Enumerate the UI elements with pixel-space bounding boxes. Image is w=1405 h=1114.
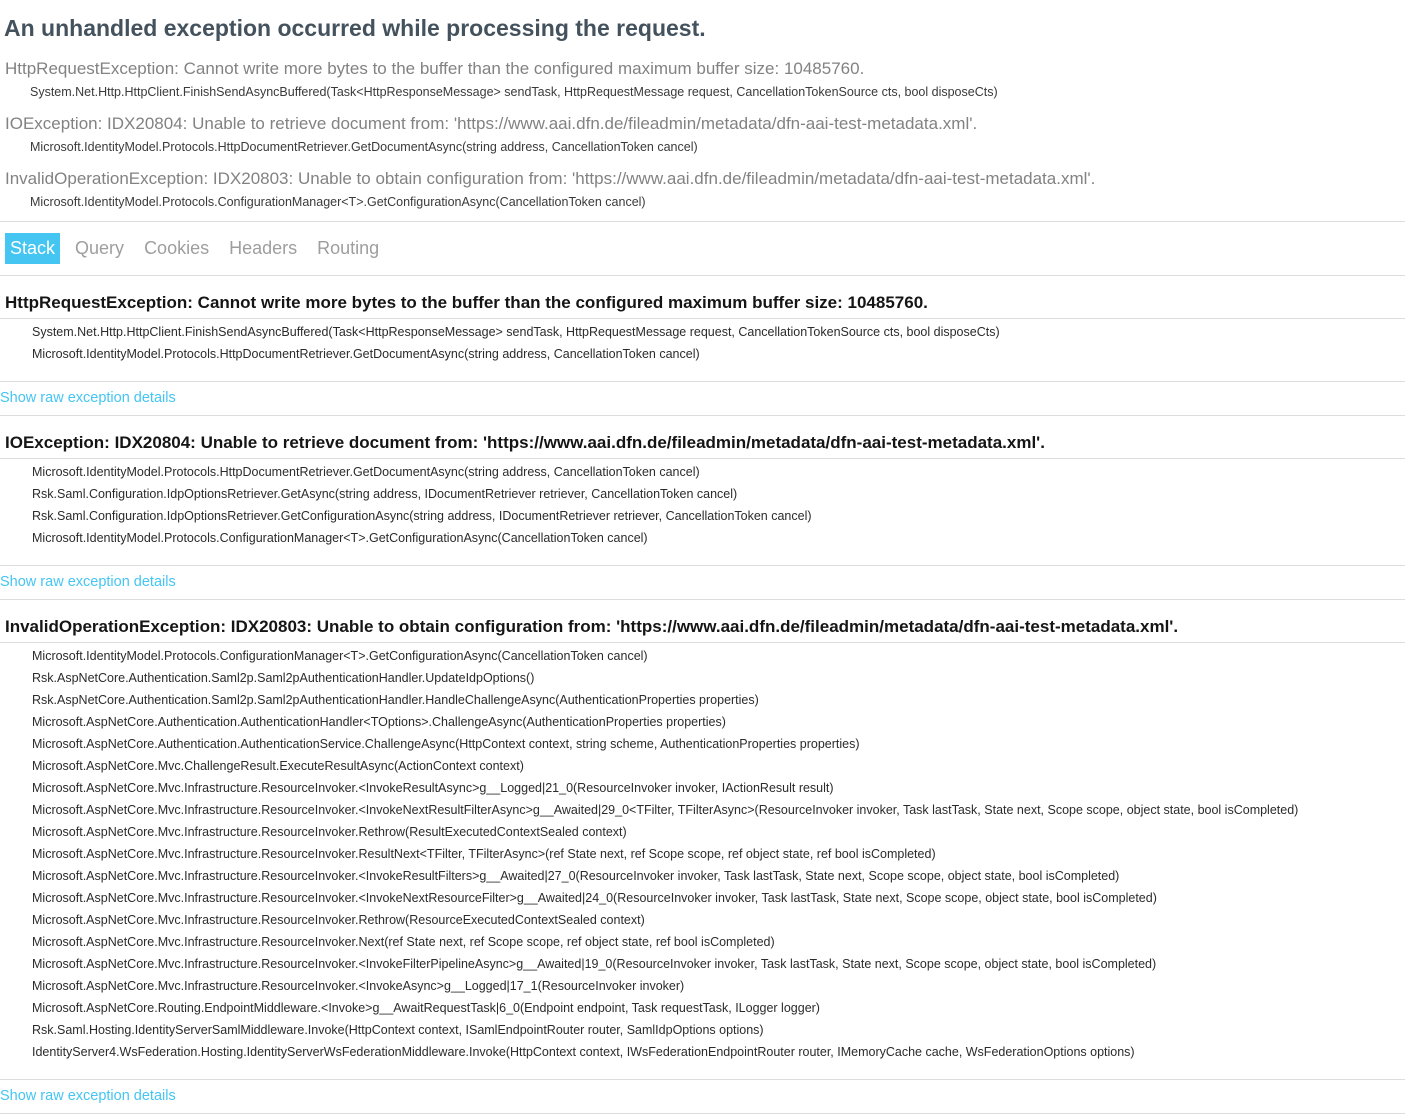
stack-frame-text: Microsoft.IdentityModel.Protocols.ConfigurationManager<T>.GetConfigurationAsync(CancellationToken cancel) xyxy=(32,649,648,663)
stack-frame xyxy=(0,777,1405,799)
stack-error-heading: IOException: IDX20804: Unable to retrieve document from: 'https://www.aai.dfn.de/fileadmin/metadata/dfn-aai-test-metadata.xml'. xyxy=(0,426,1405,459)
stack-frame-text: Microsoft.IdentityModel.Protocols.HttpDocumentRetriever.GetDocumentAsync(string address, CancellationToken cancel) xyxy=(32,347,700,361)
raw-exception-block xyxy=(0,565,1405,600)
stack-frame xyxy=(0,953,1405,975)
raw-exception-block xyxy=(0,381,1405,416)
stack-frame-text: Microsoft.AspNetCore.Mvc.Infrastructure.ResourceInvoker.<InvokeResultFilters>g__Awaited|27_0(ResourceInvoker invoker, Task lastTask, State next, Scope scope, object state, bool isCompleted) xyxy=(32,869,1120,883)
stack-frame-text: Microsoft.AspNetCore.Routing.EndpointMiddleware.<Invoke>g__AwaitRequestTask|6_0(Endpoint endpoint, Task requestTask, ILogger logger) xyxy=(32,1001,820,1015)
exception-summary-location: System.Net.Http.HttpClient.FinishSendAsyncBuffered(Task<HttpResponseMessage> sendTask, HttpRequestMessage request, CancellationTokenSource cts, bool disposeCts) xyxy=(30,85,998,99)
tab-headers[interactable]: Headers xyxy=(229,238,298,258)
tab-cookies[interactable]: Cookies xyxy=(144,238,210,258)
stack-frame-text: System.Net.Http.HttpClient.FinishSendAsyncBuffered(Task<HttpResponseMessage> sendTask, HttpRequestMessage request, CancellationTokenSource cts, bool disposeCts) xyxy=(32,325,1000,339)
exception-summary-title: IOException: IDX20804: Unable to retrieve document from: 'https://www.aai.dfn.de/fileadmin/metadata/dfn-aai-test-metadata.xml'. xyxy=(5,114,978,133)
stack-frame xyxy=(0,645,1405,667)
stack-frame xyxy=(0,527,1405,549)
stack-error-heading: InvalidOperationException: IDX20803: Unable to obtain configuration from: 'https://www.aai.dfn.de/fileadmin/metadata/dfn-aai-test-metadata.xml'. xyxy=(0,610,1405,643)
stack-frame xyxy=(0,733,1405,755)
stack-frame xyxy=(0,997,1405,1019)
stack-frame-text: Microsoft.AspNetCore.Mvc.Infrastructure.ResourceInvoker.Rethrow(ResultExecutedContextSealed context) xyxy=(32,825,627,839)
stack-frame-text: Rsk.Saml.Hosting.IdentityServerSamlMiddleware.Invoke(HttpContext context, ISamlEndpointRouter router, SamlIdpOptions options) xyxy=(32,1023,764,1037)
exception-summary xyxy=(0,56,1405,209)
stack-frame-text: Rsk.Saml.Configuration.IdpOptionsRetriever.GetAsync(string address, IDocumentRetriever retriever, CancellationToken cancel) xyxy=(32,487,738,501)
stack-error-heading: HttpRequestException: Cannot write more bytes to the buffer than the configured maximum buffer size: 10485760. xyxy=(0,286,1405,319)
stack-frame xyxy=(0,821,1405,843)
stack-frame xyxy=(0,843,1405,865)
stack-frame xyxy=(0,483,1405,505)
page-title: An unhandled exception occurred while processing the request. xyxy=(4,15,706,41)
stack-frame-text: Microsoft.AspNetCore.Mvc.ChallengeResult.ExecuteResultAsync(ActionContext context) xyxy=(32,759,524,773)
stack-frame xyxy=(0,1019,1405,1041)
exception-summary-title: InvalidOperationException: IDX20803: Unable to obtain configuration from: 'https://www.aai.dfn.de/fileadmin/metadata/dfn-aai-test-metadata.xml'. xyxy=(5,169,1096,188)
stack-frame xyxy=(0,755,1405,777)
stack-page xyxy=(0,286,1405,1114)
stack-error-block xyxy=(0,426,1405,600)
show-raw-exception-details-link[interactable]: Show raw exception details xyxy=(0,574,176,590)
stack-frame xyxy=(0,799,1405,821)
show-raw-exception-details-link[interactable]: Show raw exception details xyxy=(0,390,176,406)
tab-bar xyxy=(0,221,1405,276)
stack-frame-text: Microsoft.AspNetCore.Mvc.Infrastructure.ResourceInvoker.<InvokeNextResourceFilter>g__Awaited|24_0(ResourceInvoker invoker, Task lastTask, State next, Scope scope, object state, bool isCompleted) xyxy=(32,891,1157,905)
stack-frame xyxy=(0,711,1405,733)
stack-frame xyxy=(0,667,1405,689)
tab-query[interactable]: Query xyxy=(75,238,125,258)
exception-summary-title: HttpRequestException: Cannot write more bytes to the buffer than the configured maximum buffer size: 10485760. xyxy=(5,59,865,78)
stack-frame xyxy=(0,931,1405,953)
stack-frame-list xyxy=(0,321,1405,365)
stack-frame xyxy=(0,865,1405,887)
stack-frame-text: Microsoft.IdentityModel.Protocols.HttpDocumentRetriever.GetDocumentAsync(string address, CancellationToken cancel) xyxy=(32,465,700,479)
stack-error-block xyxy=(0,610,1405,1114)
stack-frame-text: Microsoft.AspNetCore.Mvc.Infrastructure.ResourceInvoker.<InvokeNextResultFilterAsync>g__Awaited|29_0<TFilter, TFilterAsync>(ResourceInvoker invoker, Task lastTask, State next, Scope scope, object state, bool isCompleted) xyxy=(32,803,1299,817)
stack-frame xyxy=(0,343,1405,365)
tab-list xyxy=(0,233,1405,264)
stack-frame xyxy=(0,887,1405,909)
stack-frame-text: Rsk.Saml.Configuration.IdpOptionsRetriever.GetConfigurationAsync(string address, IDocumentRetriever retriever, CancellationToken cancel) xyxy=(32,509,812,523)
developer-exception-page xyxy=(0,15,1405,1114)
stack-frame-list xyxy=(0,645,1405,1063)
stack-frame xyxy=(0,975,1405,997)
exception-summary-location: Microsoft.IdentityModel.Protocols.HttpDocumentRetriever.GetDocumentAsync(string address, CancellationToken cancel) xyxy=(30,140,698,154)
stack-frame xyxy=(0,689,1405,711)
stack-frame xyxy=(0,505,1405,527)
stack-frame-text: IdentityServer4.WsFederation.Hosting.IdentityServerWsFederationMiddleware.Invoke(HttpContext context, IWsFederationEndpointRouter router, IMemoryCache cache, WsFederationOptions options) xyxy=(32,1045,1135,1059)
stack-frame-text: Microsoft.AspNetCore.Mvc.Infrastructure.ResourceInvoker.ResultNext<TFilter, TFilterAsync>(ref State next, ref Scope scope, ref object state, ref bool isCompleted) xyxy=(32,847,936,861)
stack-frame-text: Microsoft.AspNetCore.Mvc.Infrastructure.ResourceInvoker.<InvokeFilterPipelineAsync>g__Awaited|19_0(ResourceInvoker invoker, Task lastTask, State next, Scope scope, object state, bool isCompleted) xyxy=(32,957,1157,971)
stack-frame-text: Microsoft.AspNetCore.Mvc.Infrastructure.ResourceInvoker.Rethrow(ResourceExecutedContextSealed context) xyxy=(32,913,645,927)
stack-frame-text: Microsoft.AspNetCore.Authentication.AuthenticationHandler<TOptions>.ChallengeAsync(AuthenticationProperties properties) xyxy=(32,715,726,729)
show-raw-exception-details-link[interactable]: Show raw exception details xyxy=(0,1088,176,1104)
stack-frame-text: Rsk.AspNetCore.Authentication.Saml2p.Saml2pAuthenticationHandler.HandleChallengeAsync(AuthenticationProperties properties) xyxy=(32,693,759,707)
stack-frame xyxy=(0,321,1405,343)
stack-frame xyxy=(0,909,1405,931)
exception-summary-location: Microsoft.IdentityModel.Protocols.ConfigurationManager<T>.GetConfigurationAsync(CancellationToken cancel) xyxy=(30,195,646,209)
stack-frame-text: Microsoft.AspNetCore.Mvc.Infrastructure.ResourceInvoker.Next(ref State next, ref Scope scope, ref object state, ref bool isCompleted) xyxy=(32,935,775,949)
stack-frame-text: Rsk.AspNetCore.Authentication.Saml2p.Saml2pAuthenticationHandler.UpdateIdpOptions() xyxy=(32,671,535,685)
stack-frame-text: Microsoft.AspNetCore.Authentication.AuthenticationService.ChallengeAsync(HttpContext context, string scheme, AuthenticationProperties properties) xyxy=(32,737,860,751)
stack-error-block xyxy=(0,286,1405,416)
tab-stack[interactable]: Stack xyxy=(5,233,60,264)
stack-frame-text: Microsoft.AspNetCore.Mvc.Infrastructure.ResourceInvoker.<InvokeResultAsync>g__Logged|21_0(ResourceInvoker invoker, IActionResult result) xyxy=(32,781,834,795)
raw-exception-block xyxy=(0,1079,1405,1114)
stack-frame-list xyxy=(0,461,1405,549)
tab-routing[interactable]: Routing xyxy=(317,238,380,258)
stack-frame xyxy=(0,461,1405,483)
stack-frame-text: Microsoft.IdentityModel.Protocols.ConfigurationManager<T>.GetConfigurationAsync(CancellationToken cancel) xyxy=(32,531,648,545)
stack-frame-text: Microsoft.AspNetCore.Mvc.Infrastructure.ResourceInvoker.<InvokeAsync>g__Logged|17_1(ResourceInvoker invoker) xyxy=(32,979,685,993)
